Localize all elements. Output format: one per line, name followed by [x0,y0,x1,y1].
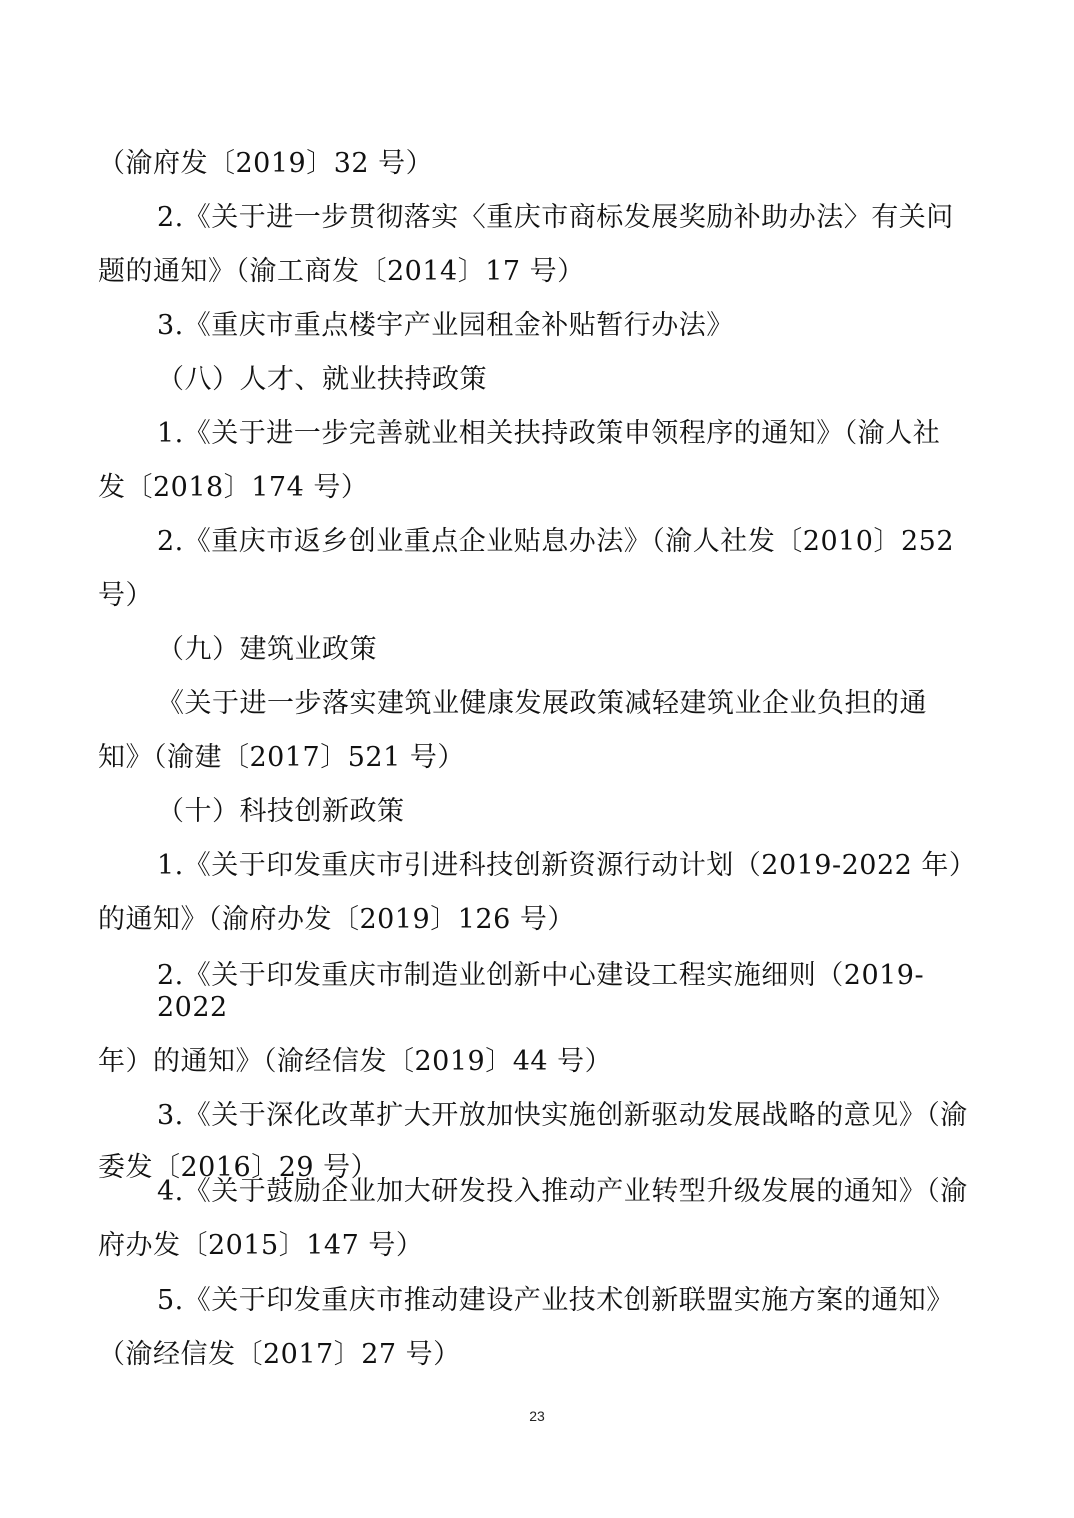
text-line-9: 号） [98,580,153,611]
text-line-15: 的通知》（渝府办发〔2019〕126 号） [98,904,575,935]
section-heading-9: （九）建筑业政策 [157,634,377,665]
text-line-17: 2022 [157,992,228,1023]
text-line-8: 2.《重庆市返乡创业重点企业贴息办法》（渝人社发〔2010〕252 [157,526,955,557]
text-line-19: 3.《关于深化改革扩大开放加快实施创新驱动发展战略的意见》（渝 [157,1100,968,1131]
text-line-24: （渝经信发〔2017〕27 号） [98,1339,461,1370]
text-line-14: 1.《关于印发重庆市引进科技创新资源行动计划（2019-2022 年） [157,850,977,881]
text-line-6: 1.《关于进一步完善就业相关扶持政策申领程序的通知》（渝人社 [157,418,941,449]
text-line-2: 2.《关于进一步贯彻落实〈重庆市商标发展奖励补助办法〉有关问 [157,202,954,233]
text-line-11: 《关于进一步落实建筑业健康发展政策减轻建筑业企业负担的通 [157,688,927,719]
text-line-1: （渝府发〔2019〕32 号） [98,148,434,179]
text-line-12: 知》（渝建〔2017〕521 号） [98,742,465,773]
text-line-23: 5.《关于印发重庆市推动建设产业技术创新联盟实施方案的通知》 [157,1285,954,1316]
text-line-18: 年）的通知》（渝经信发〔2019〕44 号） [98,1046,613,1077]
text-line-7: 发〔2018〕174 号） [98,472,369,503]
section-heading-8: （八）人才、就业扶持政策 [157,364,487,395]
page-number: 23 [529,1408,545,1424]
text-line-3: 题的通知》（渝工商发〔2014〕17 号） [98,256,585,287]
text-line-22: 府办发〔2015〕147 号） [98,1230,424,1261]
text-line-20: 委发〔2016〕29 号） [98,1152,379,1183]
text-line-16: 2.《关于印发重庆市制造业创新中心建设工程实施细则（2019- [157,960,925,991]
text-line-21: 4.《关于鼓励企业加大研发投入推动产业转型升级发展的通知》（渝 [157,1176,968,1207]
section-heading-10: （十）科技创新政策 [157,796,405,827]
text-line-4: 3.《重庆市重点楼宇产业园租金补贴暂行办法》 [157,310,734,341]
